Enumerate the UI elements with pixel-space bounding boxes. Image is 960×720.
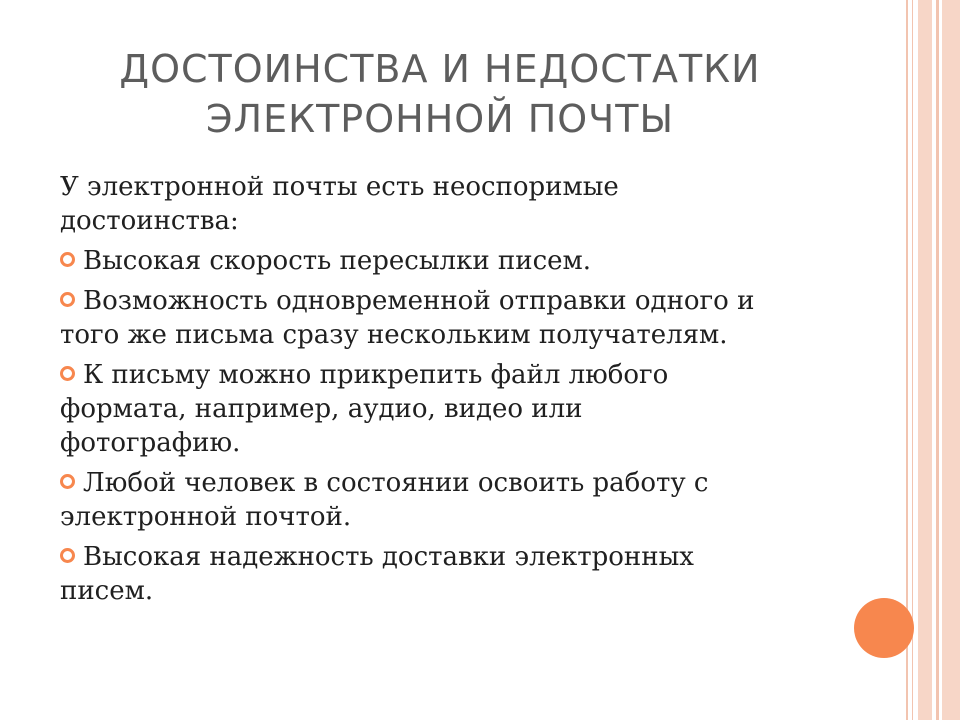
title-line-1: ДОСТОИНСТВА И НЕДОСТАТКИ xyxy=(119,47,761,91)
decorative-stripe xyxy=(936,0,939,720)
intro-line-2: достоинства: xyxy=(60,206,239,236)
intro-line-1: У электронной почты есть неоспоримые xyxy=(60,172,619,202)
bullet-text: К письму можно прикрепить файл любого xyxy=(83,360,669,390)
bullet-ring-icon xyxy=(60,366,75,381)
bullet-ring-icon xyxy=(60,292,75,307)
bullet-item xyxy=(60,466,850,534)
bullet-text: формата, например, аудио, видео или xyxy=(60,394,583,424)
bullet-text: Высокая надежность доставки электронных xyxy=(83,542,694,572)
bullet-text: писем. xyxy=(60,576,154,606)
slide-title xyxy=(40,44,840,144)
bullet-text: электронной почтой. xyxy=(60,502,352,532)
bullet-list xyxy=(60,244,850,608)
bullet-text: Любой человек в состоянии освоить работу с xyxy=(83,468,709,498)
decorative-stripe xyxy=(912,0,913,720)
bullet-item xyxy=(60,540,850,608)
bullet-text: Высокая скорость пересылки писем. xyxy=(83,246,592,276)
bullet-text: Возможность одновременной отправки одного и xyxy=(83,286,755,316)
orange-circle-decoration xyxy=(854,598,914,658)
bullet-ring-icon xyxy=(60,474,75,489)
bullet-item xyxy=(60,284,850,352)
slide-body xyxy=(60,170,850,614)
decorative-stripe xyxy=(918,0,932,720)
bullet-item xyxy=(60,244,850,278)
bullet-ring-icon xyxy=(60,548,75,563)
decorative-stripe xyxy=(942,0,960,720)
intro-text xyxy=(60,170,850,238)
bullet-ring-icon xyxy=(60,252,75,267)
bullet-item xyxy=(60,358,850,460)
bullet-text: фотографию. xyxy=(60,428,241,458)
bullet-text: того же письма сразу нескольким получателям. xyxy=(60,320,728,350)
title-line-2: ЭЛЕКТРОННОЙ ПОЧТЫ xyxy=(206,97,674,141)
